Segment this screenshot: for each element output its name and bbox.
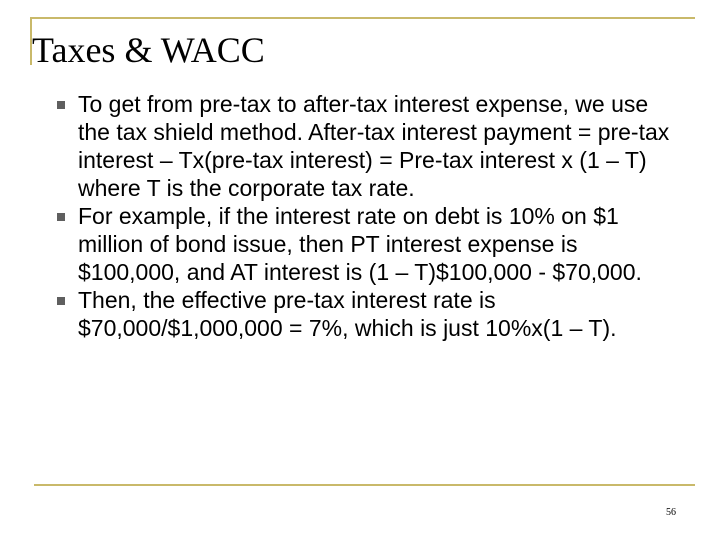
bullet-list bbox=[56, 90, 676, 342]
square-bullet-icon bbox=[57, 297, 65, 305]
slide-title: Taxes & WACC bbox=[32, 30, 265, 70]
bullet-text: To get from pre-tax to after-tax interest expense, we use the tax shield method. After-tax interest payment = pre-tax interest – Tx(pre-tax interest) = Pre-tax interest x (1 – T) where T is the corporate tax rate. bbox=[78, 91, 670, 201]
bullet-text: Then, the effective pre-tax interest rate is $70,000/$1,000,000 = 7%, which is just 10%x(1 – T). bbox=[78, 287, 617, 341]
bullet-item bbox=[56, 202, 676, 286]
bullet-item bbox=[56, 286, 676, 342]
top-rule bbox=[30, 17, 695, 19]
page-number: 56 bbox=[666, 507, 676, 518]
bullet-text: For example, if the interest rate on debt is 10% on $1 million of bond issue, then PT interest expense is $100,000, and AT interest is (1 – T)$100,000 - $70,000. bbox=[78, 203, 642, 285]
square-bullet-icon bbox=[57, 213, 65, 221]
bottom-rule bbox=[34, 484, 695, 486]
bullet-item bbox=[56, 90, 676, 202]
square-bullet-icon bbox=[57, 101, 65, 109]
